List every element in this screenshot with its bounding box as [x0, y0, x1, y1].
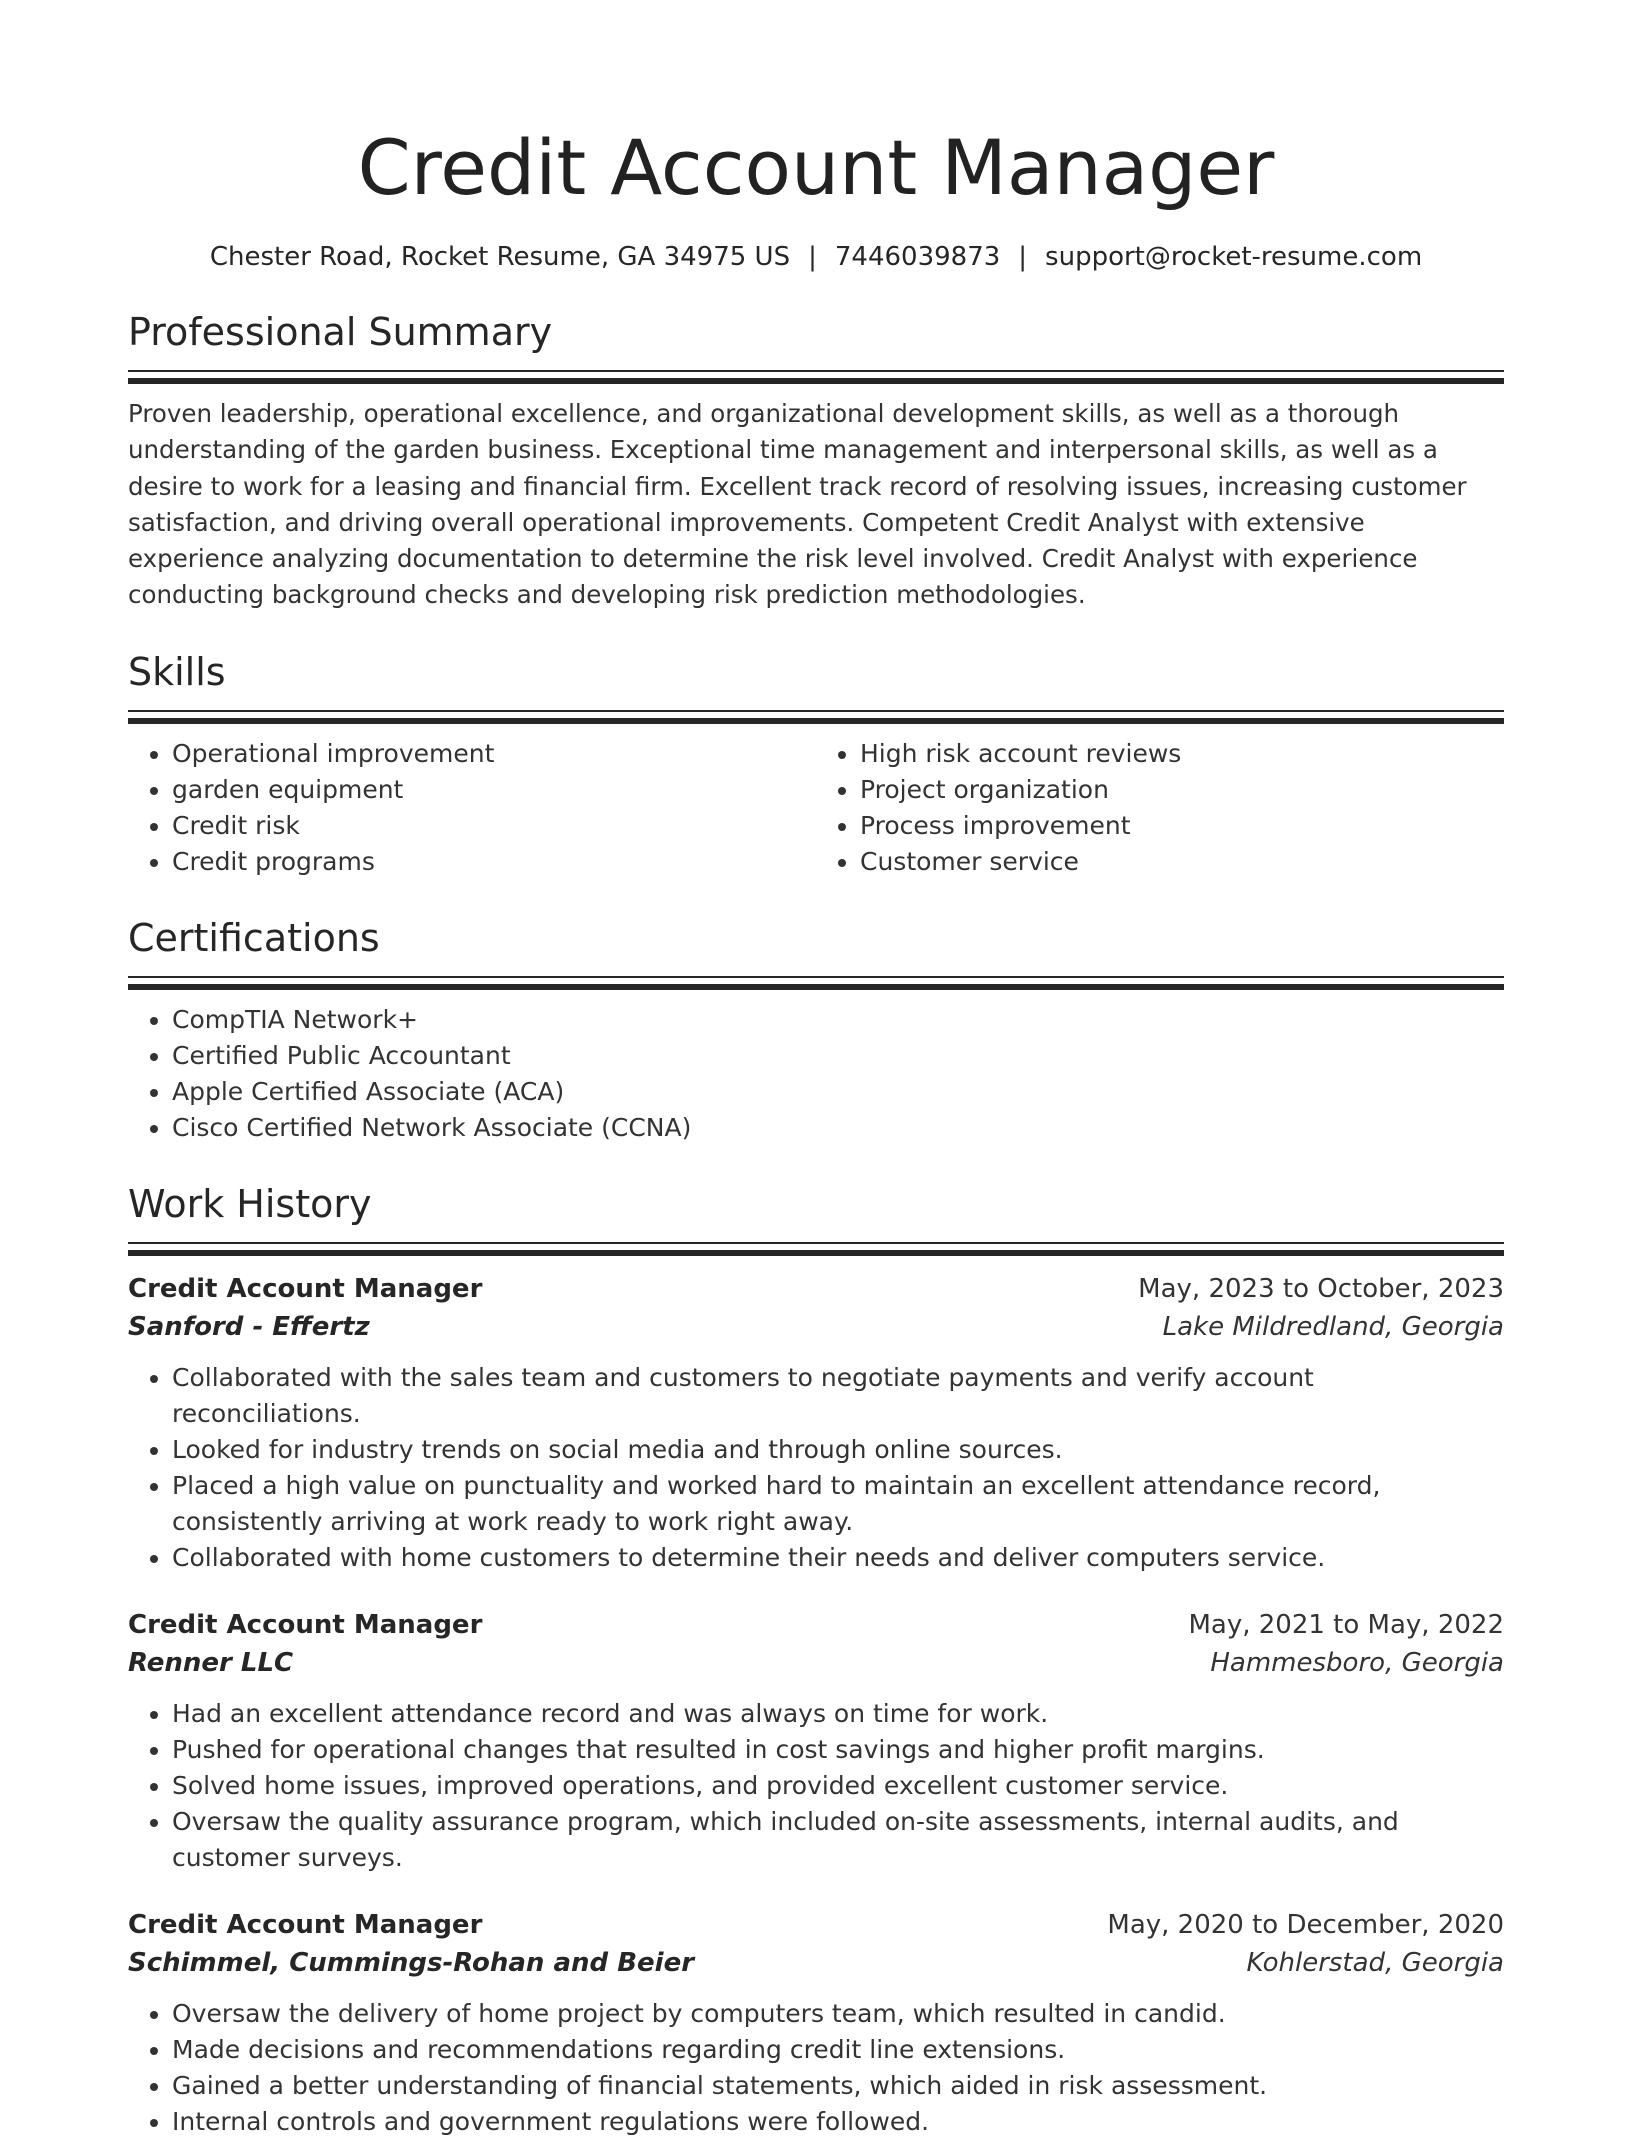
certification-item: • CompTIA Network+	[172, 1002, 1504, 1038]
contact-separator: |	[1018, 242, 1028, 272]
summary-section	[128, 308, 1504, 614]
skill-item: • Process improvement	[860, 808, 1504, 844]
skills-section	[128, 648, 1504, 880]
certification-item: • Certified Public Accountant	[172, 1038, 1504, 1074]
job-bullet: • Pushed for operational changes that resulted in cost savings and higher profit margins.	[172, 1732, 1504, 1768]
job-bullets	[128, 1696, 1504, 1876]
skill-item: • Operational improvement	[172, 736, 816, 772]
job-bullet: • Oversaw the delivery of home project by computers team, which resulted in candid.	[172, 1996, 1504, 2032]
job-dates: May, 2023 to October, 2023	[1138, 1273, 1504, 1304]
job-dates: May, 2021 to May, 2022	[1188, 1609, 1504, 1640]
contact-email: support@rocket-resume.com	[1045, 242, 1423, 272]
job-bullet: • Placed a high value on punctuality and worked hard to maintain an excellent attendance record, consistently arriving at work ready to work right away.	[172, 1468, 1504, 1540]
job-company: Schimmel, Cummings-Rohan and Beier	[128, 1947, 695, 1978]
contact-separator: |	[808, 242, 817, 272]
work-history-section-title: Work History	[128, 1181, 372, 1226]
section-divider	[128, 976, 1504, 990]
job-title: Credit Account Manager	[128, 1909, 483, 1940]
skill-item: • High risk account reviews	[860, 736, 1504, 772]
job-entry	[128, 1270, 1504, 1576]
certifications-list	[128, 1002, 1504, 1146]
job-bullet: • Looked for industry trends on social media and through online sources.	[172, 1432, 1504, 1468]
job-location: Hammesboro, Georgia	[1210, 1647, 1504, 1678]
certifications-section-title: Certifications	[128, 915, 380, 960]
job-location: Lake Mildredland, Georgia	[1162, 1311, 1504, 1342]
job-bullet: • Had an excellent attendance record and was always on time for work.	[172, 1696, 1504, 1732]
job-company: Renner LLC	[128, 1647, 294, 1678]
summary-section-title: Professional Summary	[128, 310, 553, 354]
certification-item: • Cisco Certified Network Associate (CCNA)	[172, 1110, 1504, 1146]
skill-item: • garden equipment	[172, 772, 816, 808]
job-entry	[128, 1606, 1504, 1876]
contact-line	[128, 240, 1504, 274]
job-bullets	[128, 1996, 1504, 2140]
section-divider	[128, 1242, 1504, 1256]
certification-item: • Apple Certified Associate (ACA)	[172, 1074, 1504, 1110]
skills-list-left	[128, 736, 816, 880]
job-header-row	[128, 1606, 1504, 1644]
certifications-section	[128, 914, 1504, 1146]
job-dates: May, 2020 to December, 2020	[1107, 1909, 1504, 1940]
skill-item: • Customer service	[860, 844, 1504, 880]
summary-text: Proven leadership, operational excellence, and organizational development skills, as well as a thorough understanding of the garden business. Exceptional time management and interpersonal skills, as well as a desire to work for a leasing and financial firm. Excellent track record of resolving issues, increasing customer satisfaction, and driving overall operational improvements. Competent Credit Analyst with extensive experience analyzing documentation to determine the risk level involved. Credit Analyst with experience conducting background checks and developing risk prediction methodologies.	[128, 399, 1467, 610]
section-divider	[128, 370, 1504, 384]
job-bullet: • Collaborated with the sales team and customers to negotiate payments and verify account reconciliations.	[172, 1360, 1504, 1432]
job-title: Credit Account Manager	[128, 1273, 483, 1304]
job-bullet: • Gained a better understanding of financial statements, which aided in risk assessment.	[172, 2068, 1504, 2104]
resume-name-heading: Credit Account Manager	[357, 123, 1275, 212]
job-company-row	[128, 1308, 1504, 1346]
section-divider	[128, 710, 1504, 724]
job-bullet: • Made decisions and recommendations regarding credit line extensions.	[172, 2032, 1504, 2068]
job-company-row	[128, 1944, 1504, 1982]
job-bullet: • Internal controls and government regulations were followed.	[172, 2104, 1504, 2140]
job-bullets	[128, 1360, 1504, 1576]
skill-item: • Credit programs	[172, 844, 816, 880]
skills-grid	[128, 736, 1504, 880]
job-header-row	[128, 1906, 1504, 1944]
skills-list-right	[816, 736, 1504, 880]
job-location: Kohlerstad, Georgia	[1246, 1947, 1504, 1978]
job-title: Credit Account Manager	[128, 1609, 483, 1640]
skills-section-title: Skills	[128, 649, 226, 694]
job-company: Sanford - Effertz	[128, 1311, 370, 1342]
job-company-row	[128, 1644, 1504, 1682]
skill-item: • Project organization	[860, 772, 1504, 808]
skill-item: • Credit risk	[172, 808, 816, 844]
job-bullet: • Collaborated with home customers to determine their needs and deliver computers service.	[172, 1540, 1504, 1576]
job-entry	[128, 1906, 1504, 2140]
work-history-section	[128, 1180, 1504, 2140]
contact-address: Chester Road, Rocket Resume, GA 34975 US	[209, 242, 791, 272]
contact-phone: 7446039873	[834, 242, 1001, 272]
job-header-row	[128, 1270, 1504, 1308]
job-bullet: • Solved home issues, improved operations, and provided excellent customer service.	[172, 1768, 1504, 1804]
job-bullet: • Oversaw the quality assurance program, which included on-site assessments, internal audits, and customer surveys.	[172, 1804, 1504, 1876]
